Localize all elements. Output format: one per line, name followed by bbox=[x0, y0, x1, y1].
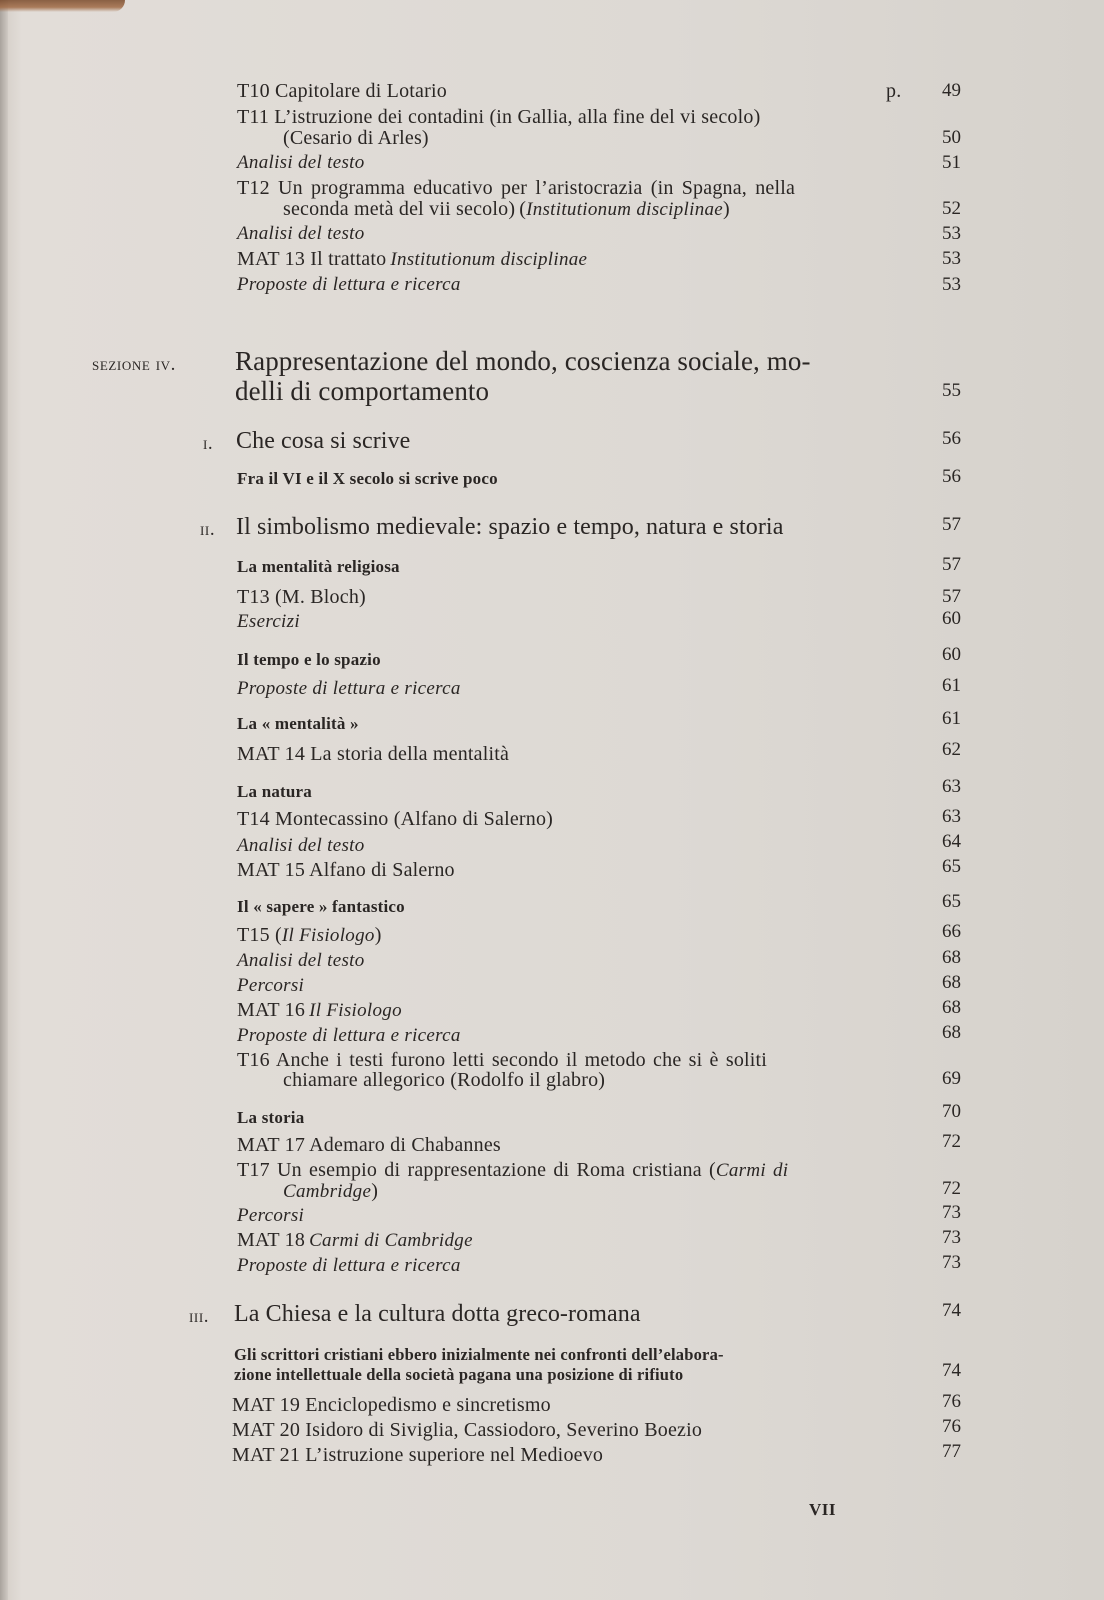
toc-entry-title: T17 Un esempio di rappresentazione di Roma cristiana ( bbox=[237, 1159, 716, 1181]
page-number: 50 bbox=[942, 127, 961, 148]
toc-entry-title: Proposte di lettura e ricerca bbox=[237, 1255, 461, 1276]
toc-entry-title: T13 (M. Bloch) bbox=[237, 586, 366, 608]
toc-entry-title: La « mentalità » bbox=[237, 714, 359, 733]
work-title: Institutionum disciplinae bbox=[390, 249, 588, 270]
chapter-title: Che cosa si scrive bbox=[236, 428, 411, 454]
toc-entry-title: Il « sapere » fantastico bbox=[237, 897, 405, 916]
page-number: 73 bbox=[942, 1202, 961, 1223]
page-number: 60 bbox=[942, 608, 961, 629]
work-title: Il Fisiologo bbox=[309, 1000, 402, 1021]
paren-close: ) bbox=[371, 1180, 379, 1202]
page-number: 53 bbox=[942, 274, 961, 295]
page-number: 56 bbox=[942, 428, 961, 449]
page-number: 72 bbox=[942, 1131, 961, 1152]
toc-entry-title: MAT 21 L’istruzione superiore nel Medioevo bbox=[232, 1444, 604, 1466]
toc-entry-title-continued: seconda metà del vii secolo) bbox=[283, 198, 516, 220]
page-number: 73 bbox=[942, 1252, 961, 1273]
toc-entry-title: T15 ( bbox=[237, 924, 282, 946]
page-number: 64 bbox=[942, 831, 961, 852]
chapter-numeral: ii. bbox=[200, 519, 216, 540]
work-title: Institutionum disciplinae bbox=[526, 199, 724, 220]
toc-entry-title: T11 L’istruzione dei contadini (in Gallia, alla fine del vi secolo) bbox=[237, 106, 761, 128]
toc-entry-title: Gli scrittori cristiani ebbero inizialmente nei confronti dell’elabora- bbox=[234, 1345, 724, 1364]
page-binding-edge bbox=[0, 0, 8, 1600]
page-number: 74 bbox=[942, 1360, 961, 1381]
chapter-title: La Chiesa e la cultura dotta greco-romana bbox=[234, 1301, 641, 1327]
page-number: 60 bbox=[942, 644, 961, 665]
page-number: 66 bbox=[942, 921, 961, 942]
page-number: 73 bbox=[942, 1227, 961, 1248]
toc-entry-title: La mentalità religiosa bbox=[237, 557, 400, 576]
toc-entry-title: Analisi del testo bbox=[237, 835, 365, 856]
chapter-numeral: iii. bbox=[189, 1306, 210, 1327]
page-number: 69 bbox=[942, 1068, 961, 1089]
page-number: 53 bbox=[942, 223, 961, 244]
toc-entry-title: T12 Un programma educativo per l’aristocrazia (in Spagna, nella bbox=[237, 177, 796, 199]
section-prefix: sezione iv. bbox=[92, 354, 176, 375]
page-number: 65 bbox=[942, 891, 961, 912]
toc-entry-title: Esercizi bbox=[237, 611, 300, 632]
page-number: 55 bbox=[942, 380, 961, 401]
toc-entry-title-continued: (Cesario di Arles) bbox=[283, 127, 429, 149]
toc-entry-title: Proposte di lettura e ricerca bbox=[237, 274, 461, 295]
toc-entry-title: T16 Anche i testi furono letti secondo il metodo che si è soliti bbox=[237, 1049, 768, 1071]
toc-entry-title: MAT 20 Isidoro di Siviglia, Cassiodoro, Severino Boezio bbox=[232, 1419, 703, 1441]
page-prefix: p. bbox=[886, 80, 902, 102]
page-number: 76 bbox=[942, 1416, 961, 1437]
page-number: 76 bbox=[942, 1391, 961, 1412]
toc-entry-title: MAT 14 La storia della mentalità bbox=[237, 743, 510, 765]
work-title: Il Fisiologo bbox=[281, 925, 375, 946]
work-title: Carmi di bbox=[715, 1160, 789, 1181]
toc-entry-title: MAT 15 Alfano di Salerno bbox=[237, 859, 455, 881]
toc-entry-title: MAT 13 Il trattato bbox=[237, 248, 387, 270]
page-number: 68 bbox=[942, 997, 961, 1018]
toc-entry-title: Analisi del testo bbox=[237, 950, 365, 971]
page-number: 72 bbox=[942, 1178, 961, 1199]
page-number: 61 bbox=[942, 708, 961, 729]
page-number: 57 bbox=[942, 554, 961, 575]
page-corner-shadow bbox=[0, 0, 125, 12]
page-number: 52 bbox=[942, 198, 961, 219]
page-number: 63 bbox=[942, 776, 961, 797]
toc-entry-title: T14 Montecassino (Alfano di Salerno) bbox=[237, 808, 554, 830]
toc-entry-title: MAT 18 bbox=[237, 1229, 306, 1251]
toc-entry-title: Percorsi bbox=[237, 975, 305, 996]
page-number: 63 bbox=[942, 806, 961, 827]
page-number: 74 bbox=[942, 1300, 961, 1321]
toc-entry-title-continued: zione intellettuale della società pagana una posizione di rifiuto bbox=[234, 1365, 684, 1384]
toc-entry-title: Il tempo e lo spazio bbox=[237, 650, 381, 669]
page-number: 68 bbox=[942, 972, 961, 993]
paren-open: ( bbox=[519, 198, 527, 220]
chapter-numeral: i. bbox=[203, 433, 214, 454]
toc-entry-title: T10 Capitolare di Lotario bbox=[237, 80, 447, 102]
toc-entry-title: Proposte di lettura e ricerca bbox=[237, 1025, 461, 1046]
page-folio: VII bbox=[809, 1500, 837, 1519]
toc-entry-title: MAT 17 Ademaro di Chabannes bbox=[237, 1134, 501, 1156]
work-title-continued: Cambridge bbox=[283, 1181, 372, 1202]
work-title: Carmi di Cambridge bbox=[309, 1230, 473, 1251]
toc-entry-title: Proposte di lettura e ricerca bbox=[237, 678, 461, 699]
toc-entry-title: Analisi del testo bbox=[237, 223, 365, 244]
page-number: 56 bbox=[942, 466, 961, 487]
page-number: 77 bbox=[942, 1441, 961, 1462]
section-title: Rappresentazione del mondo, coscienza sociale, mo- bbox=[235, 346, 811, 376]
page-number: 68 bbox=[942, 947, 961, 968]
page-number: 49 bbox=[942, 80, 961, 101]
toc-entry-title: Analisi del testo bbox=[237, 152, 365, 173]
page-number: 61 bbox=[942, 675, 961, 696]
page-number: 51 bbox=[942, 152, 961, 173]
toc-entry-title: Percorsi bbox=[237, 1205, 305, 1226]
page-number: 68 bbox=[942, 1022, 961, 1043]
paren-close: ) bbox=[374, 924, 382, 946]
page-number: 65 bbox=[942, 856, 961, 877]
toc-entry-title: La storia bbox=[237, 1108, 305, 1127]
toc-entry-title: Fra il VI e il X secolo si scrive poco bbox=[237, 469, 498, 488]
page-number: 62 bbox=[942, 739, 961, 760]
page-number: 53 bbox=[942, 248, 961, 269]
chapter-title: Il simbolismo medievale: spazio e tempo, natura e storia bbox=[236, 514, 784, 540]
toc-entry-title: MAT 16 bbox=[237, 999, 306, 1021]
toc-entry-title: La natura bbox=[237, 782, 313, 801]
paren-close: ) bbox=[723, 198, 730, 220]
page-number: 57 bbox=[942, 586, 961, 607]
page-number: 70 bbox=[942, 1101, 961, 1122]
page-number: 57 bbox=[942, 514, 961, 535]
toc-entry-title-continued: chiamare allegorico (Rodolfo il glabro) bbox=[283, 1069, 606, 1091]
section-title-continued: delli di comportamento bbox=[235, 376, 490, 406]
toc-entry-title: MAT 19 Enciclopedismo e sincretismo bbox=[232, 1394, 551, 1416]
